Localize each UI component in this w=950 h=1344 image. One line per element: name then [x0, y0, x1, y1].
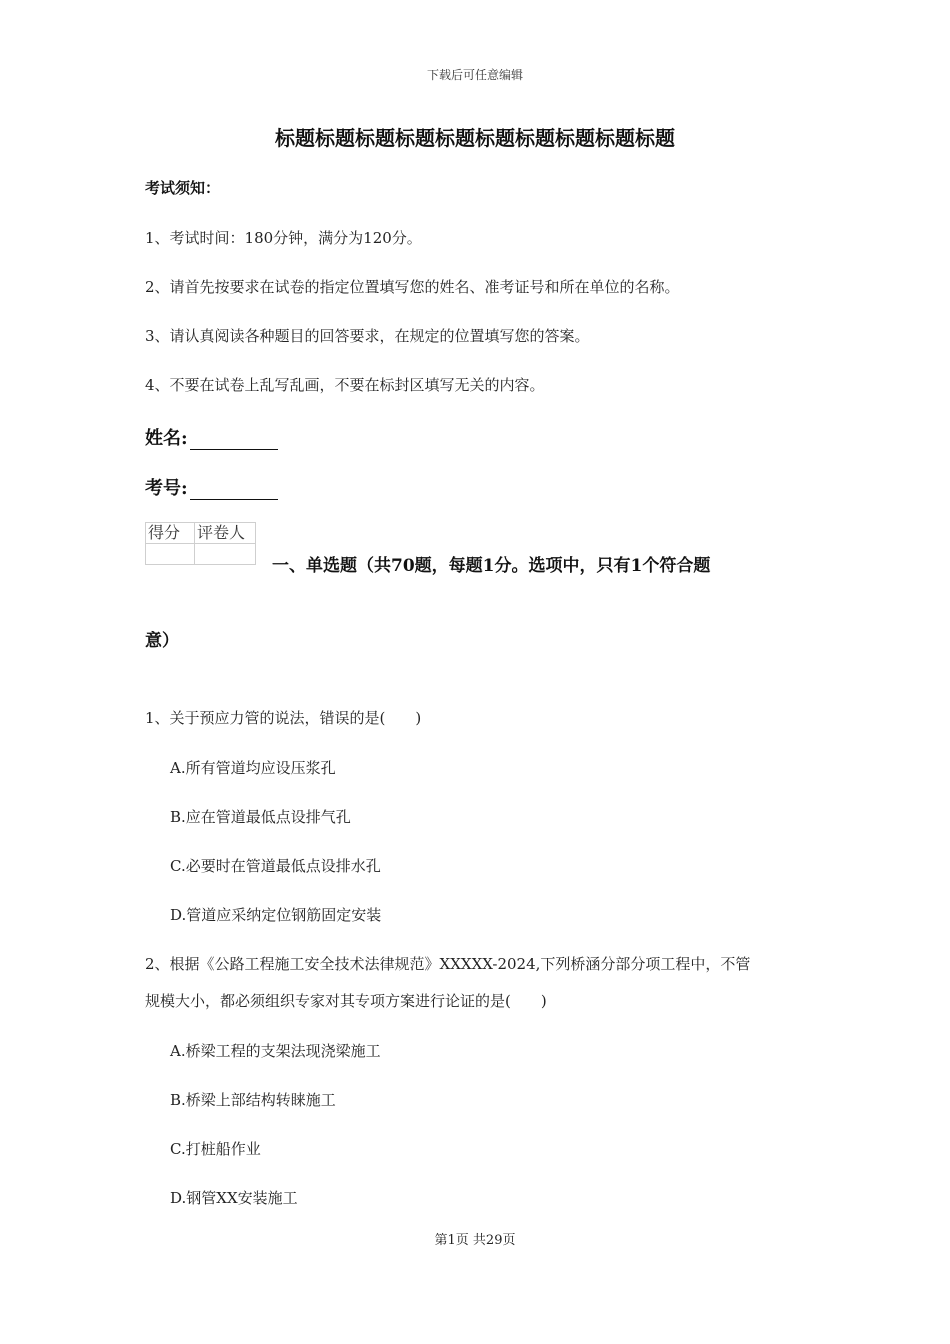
score-table	[145, 522, 256, 565]
question-2-option-d[interactable]: D.钢管XX安装施工	[170, 1189, 298, 1207]
page-footer: 第1页 共29页	[434, 1233, 516, 1248]
document-title: 标题标题标题标题标题标题标题标题标题标题	[275, 126, 675, 150]
question-1-option-c[interactable]: C.必要时在管道最低点设排水孔	[170, 857, 381, 875]
question-2-option-b[interactable]: B.桥梁上部结构转睐施工	[170, 1091, 336, 1109]
question-1-option-a[interactable]: A.所有管道均应设压浆孔	[170, 759, 336, 777]
question-1-option-b[interactable]: B.应在管道最低点设排气孔	[170, 808, 351, 826]
score-table-header-row	[146, 523, 256, 544]
question-2-stem-line2: 规模大小，都必须组织专家对其专项方案进行论证的是( )	[145, 992, 547, 1010]
question-2-stem-line1: 2、根据《公路工程施工安全技术法律规范》XXXXX-2024,下列桥涵分部分项工程中，不管	[145, 955, 751, 973]
header-note: 下载后可任意编辑	[426, 68, 523, 82]
name-blank-line[interactable]	[190, 431, 278, 450]
exam-number-field[interactable]	[145, 474, 278, 500]
question-2-option-c[interactable]: C.打桩船作业	[170, 1140, 261, 1158]
question-1-stem: 1、关于预应力管的说法，错误的是( )	[145, 709, 422, 727]
exam-notice-label: 考试须知：	[145, 179, 221, 197]
exam-number-blank-line[interactable]	[190, 481, 278, 500]
exam-number-label: 考号:	[145, 478, 188, 499]
score-table-blank-row	[146, 544, 256, 565]
name-label: 姓名:	[145, 428, 188, 449]
notice-item-1: 1、考试时间：180分钟，满分为120分。	[145, 229, 422, 247]
score-cell[interactable]	[146, 544, 195, 565]
section-heading-line2: 意）	[145, 631, 179, 651]
grader-header: 评卷人	[195, 523, 256, 544]
notice-item-2: 2、请首先按要求在试卷的指定位置填写您的姓名、准考证号和所在单位的名称。	[145, 278, 680, 296]
notice-item-3: 3、请认真阅读各种题目的回答要求，在规定的位置填写您的答案。	[145, 327, 590, 345]
section-heading-line1: 一、单选题（共70题，每题1分。选项中，只有1个符合题	[272, 556, 711, 576]
notice-item-4: 4、不要在试卷上乱写乱画，不要在标封区填写无关的内容。	[145, 376, 545, 394]
name-field[interactable]	[145, 424, 278, 450]
question-1-option-d[interactable]: D.管道应采纳定位钢筋固定安装	[170, 906, 382, 924]
score-header: 得分	[146, 523, 195, 544]
grader-cell[interactable]	[195, 544, 256, 565]
question-2-option-a[interactable]: A.桥梁工程的支架法现浇梁施工	[170, 1042, 381, 1060]
